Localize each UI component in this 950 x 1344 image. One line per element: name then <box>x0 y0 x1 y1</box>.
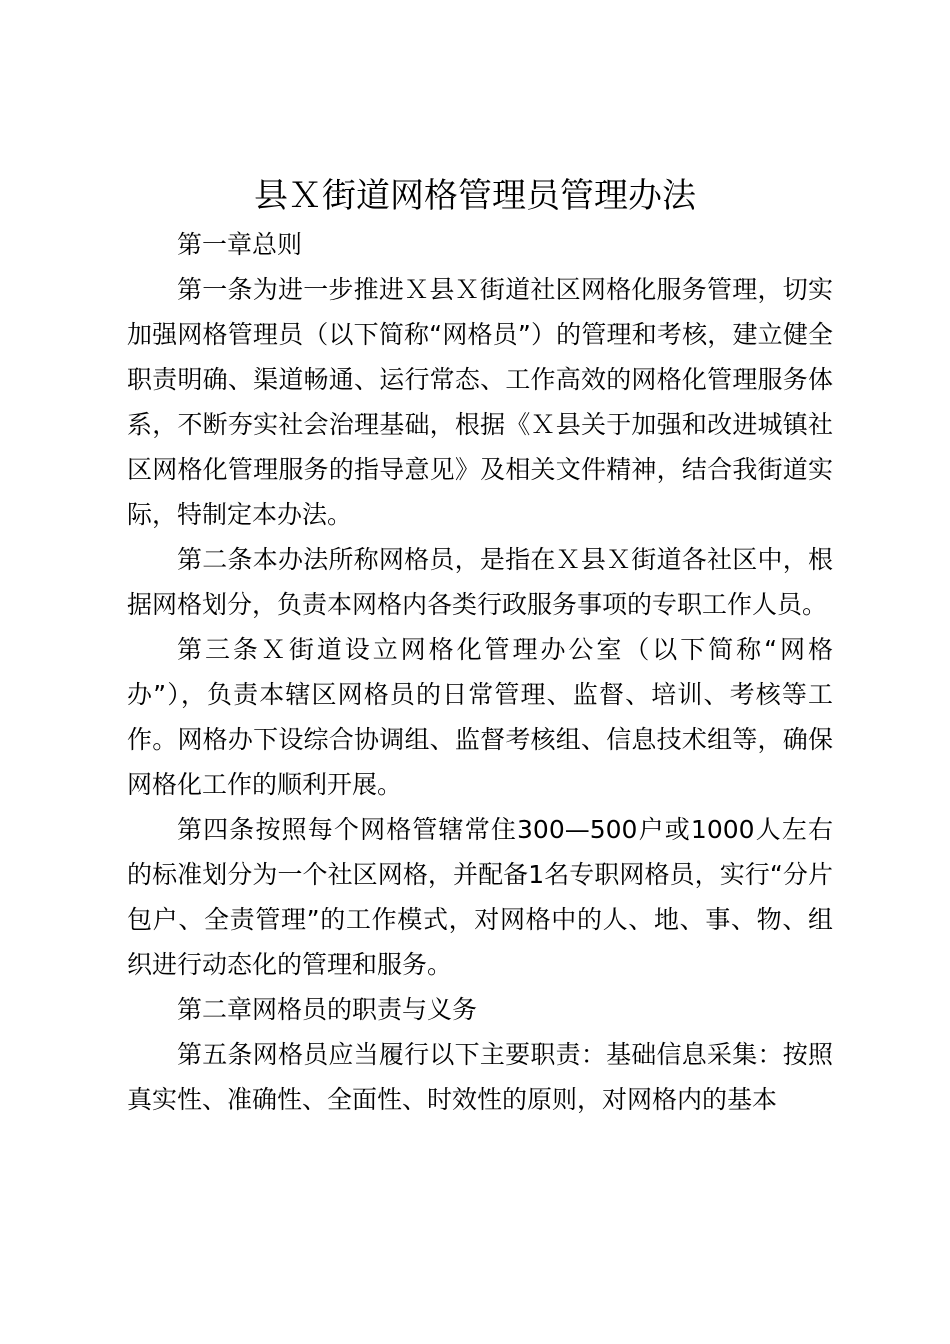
article-1-paragraph: 第一条为进一步推进Ｘ县Ｘ街道社区网格化服务管理，切实加强网格管理员（以下简称“网格员”）的管理和考核，建立健全职责明确、渠道畅通、运行常态、工作高效的网格化管理服务体系，不断夯实社会治理基础，根据《Ｘ县关于加强和改进城镇社区网格化管理服务的指导意见》及相关文件精神，结合我街道实际，特制定本办法。 <box>127 275 833 529</box>
article-2-paragraph: 第二条本办法所称网格员，是指在Ｘ县Ｘ街道各社区中，根据网格划分，负责本网格内各类行政服务事项的专职工作人员。 <box>127 545 833 619</box>
article-4-paragraph: 第四条按照每个网格管辖常住300—500户或1000人左右的标准划分为一个社区网格，并配备1名专职网格员，实行“分片包户、全责管理”的工作模式，对网格中的人、地、事、物、组织进行动态化的管理和服务。 <box>127 815 833 979</box>
document-body <box>127 222 833 1122</box>
article-3-paragraph: 第三条Ｘ街道设立网格化管理办公室（以下简称“网格办”），负责本辖区网格员的日常管理、监督、培训、考核等工作。网格办下设综合协调组、监督考核组、信息技术组等，确保网格化工作的顺利开展。 <box>127 635 833 799</box>
article-5-paragraph: 第五条网格员应当履行以下主要职责：基础信息采集：按照真实性、准确性、全面性、时效性的原则，对网格内的基本 <box>127 1040 833 1114</box>
chapter-heading-2: 第二章网格员的职责与义务 <box>177 995 478 1024</box>
document-title: 县Ｘ街道网格管理员管理办法 <box>254 176 696 216</box>
chapter-heading-1: 第一章总则 <box>177 230 303 259</box>
